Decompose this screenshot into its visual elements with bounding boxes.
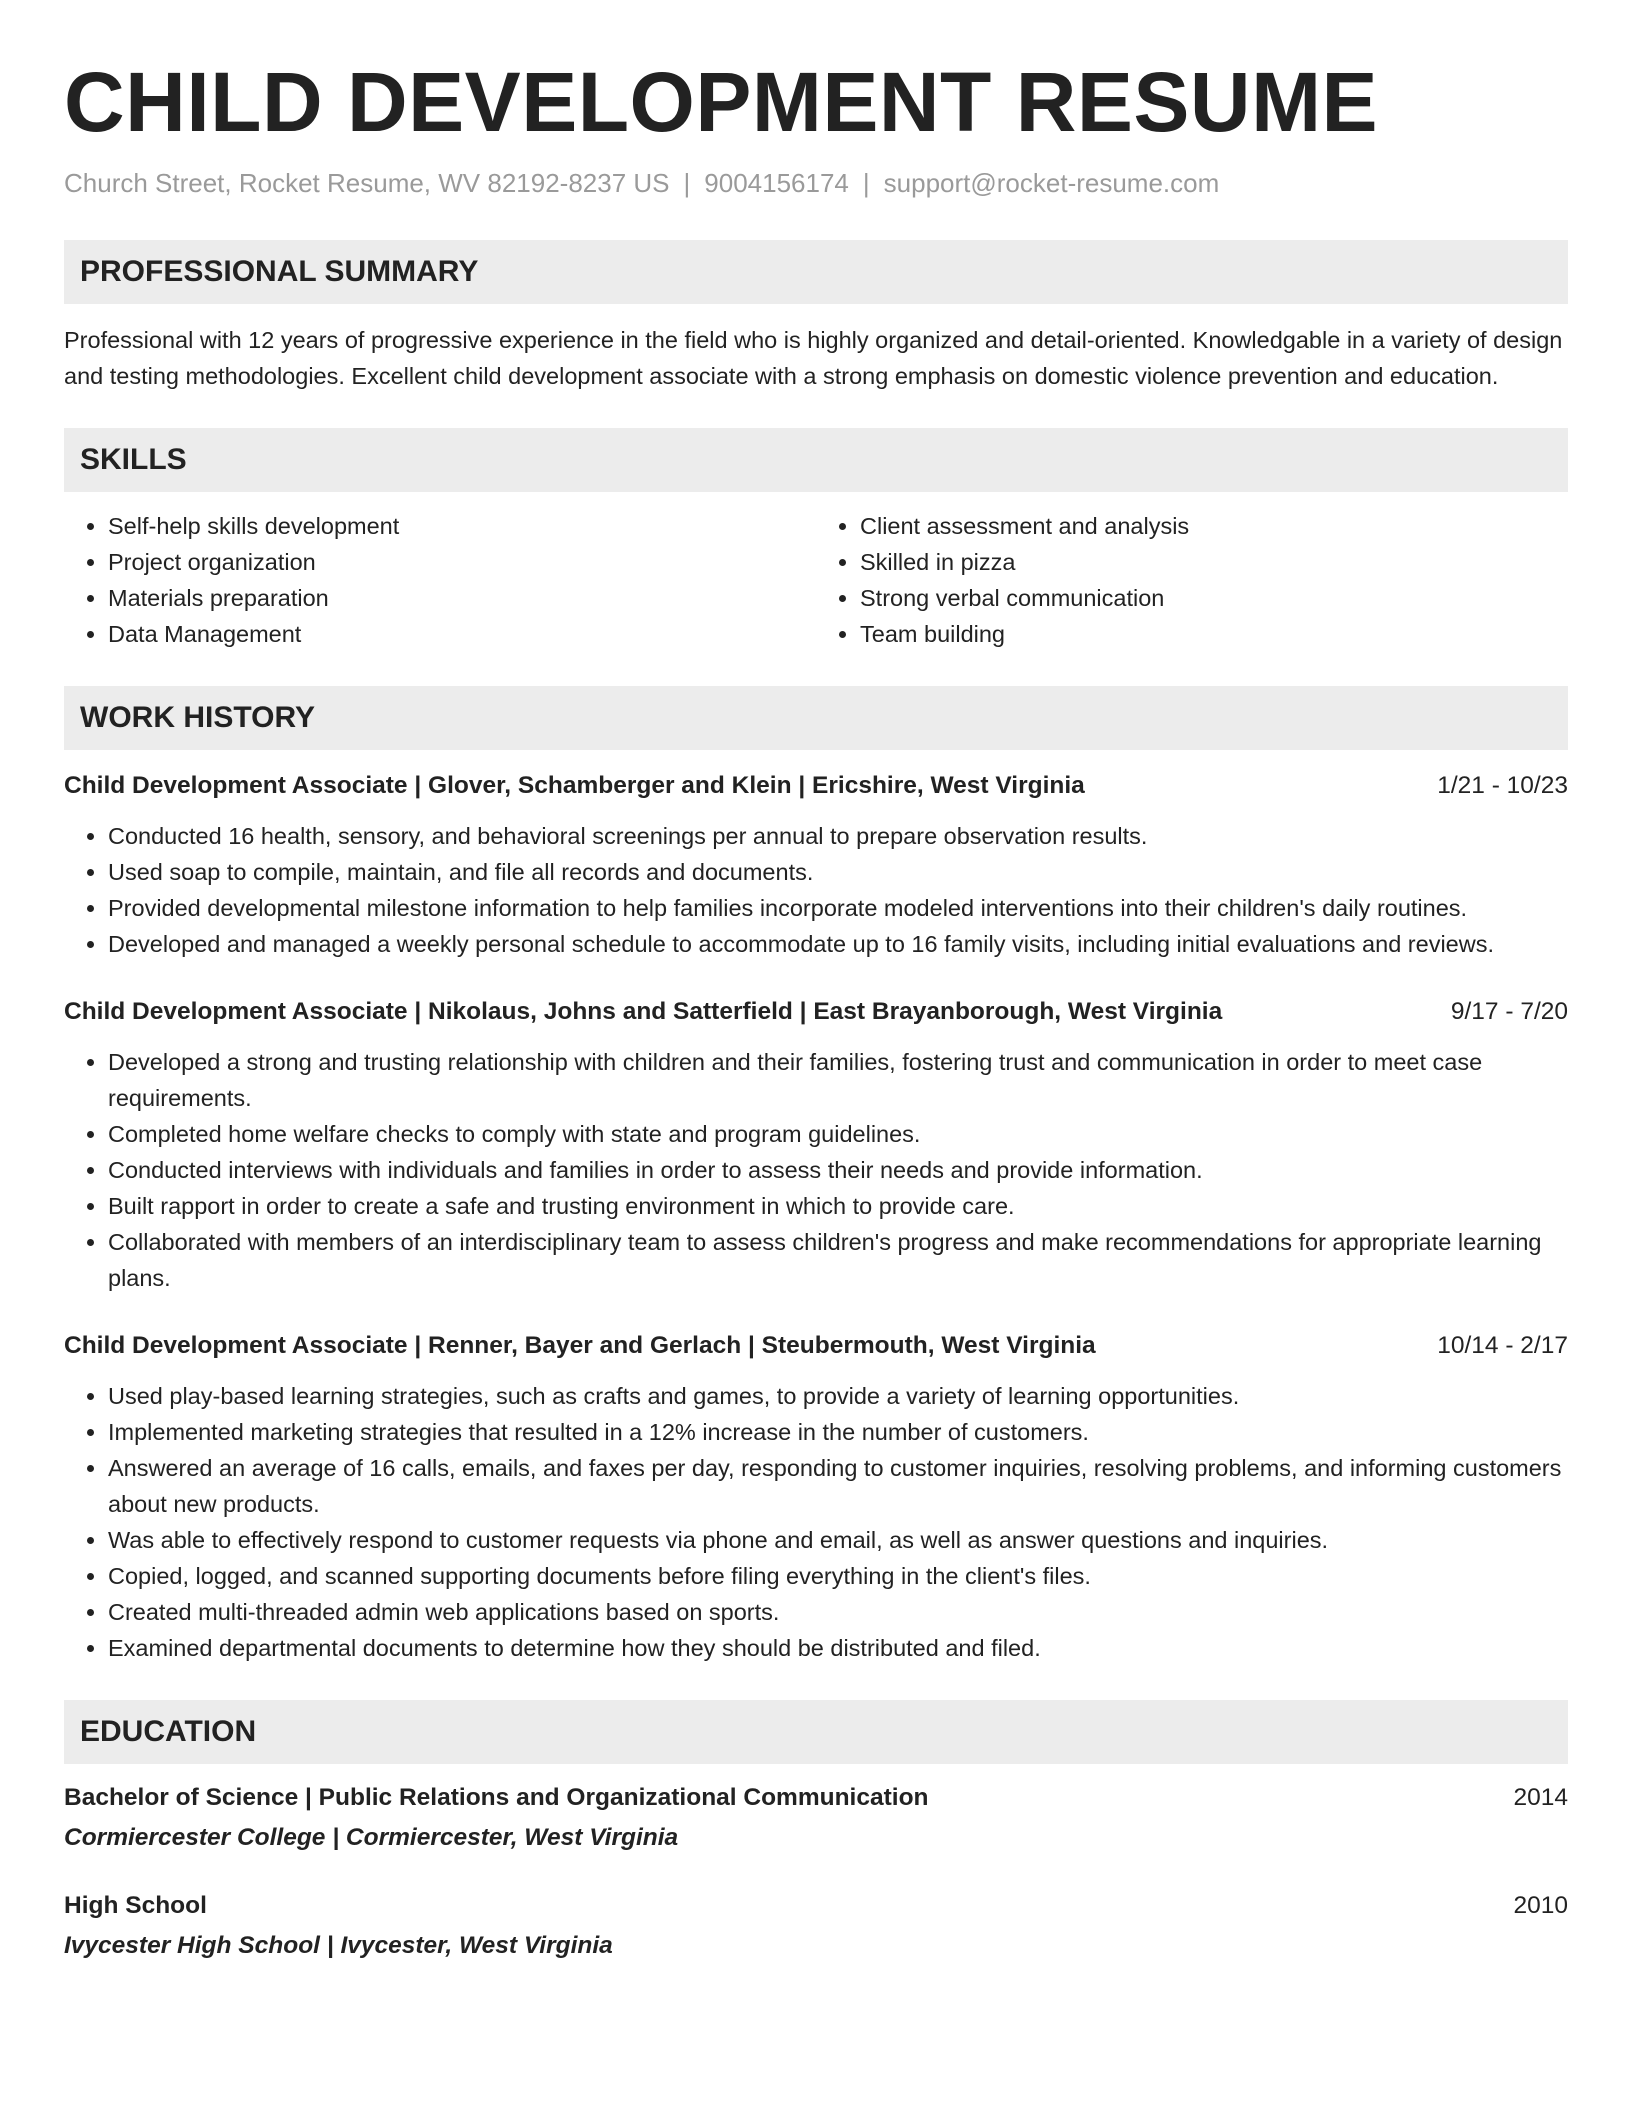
graduation-year: 2014 [1513,1784,1568,1811]
skills-heading: SKILLS [64,428,1568,492]
summary-text: Professional with 12 years of progressive experience in the field who is highly organized and detail-oriented. Knowledgable in a variety of design and testing methodologies. Excellent child development associate with a strong emphasis on domestic violence prevention and education. [64,327,1563,389]
skill-item: • Data Management [108,616,816,652]
degree-title: High School [64,1892,207,1919]
graduation-year: 2010 [1513,1892,1568,1919]
education-heading: EDUCATION [64,1700,1568,1764]
school-name: Cormiercester College | Cormiercester, West Virginia [64,1824,679,1851]
contact-address: Church Street, Rocket Resume, WV 82192-8237 US [64,168,670,198]
job-bullets [64,1044,1568,1296]
job-bullet: • Used soap to compile, maintain, and file all records and documents. [108,854,1568,890]
skill-item: • Strong verbal communication [860,580,1568,616]
job-title: Child Development Associate | Nikolaus, Johns and Satterfield | East Brayanborough, West Virginia [64,998,1223,1025]
job-bullet: • Developed a strong and trusting relationship with children and their families, fostering trust and communication in order to meet case requirements. [108,1044,1568,1116]
job-bullet: • Was able to effectively respond to customer requests via phone and email, as well as answer questions and inquiries. [108,1522,1568,1558]
education-header [64,1888,1568,1924]
job-bullet: • Copied, logged, and scanned supporting documents before filing everything in the client's files. [108,1558,1568,1594]
job-bullet: • Examined departmental documents to determine how they should be distributed and filed. [108,1630,1568,1666]
job-bullets [64,1378,1568,1666]
contact-phone: 9004156174 [704,168,849,198]
job-bullet: • Developed and managed a weekly personal schedule to accommodate up to 16 family visits, including initial evaluations and reviews. [108,926,1568,962]
job-title: Child Development Associate | Glover, Schamberger and Klein | Ericshire, West Virginia [64,772,1085,799]
skill-item: • Project organization [108,544,816,580]
contact-line [64,166,1568,200]
resume-title: CHILD DEVELOPMENT RESUME [64,55,1379,149]
job-entry [64,768,1568,962]
job-bullet: • Conducted interviews with individuals and families in order to assess their needs and provide information. [108,1152,1568,1188]
job-bullet: • Built rapport in order to create a safe and trusting environment in which to provide care. [108,1188,1568,1224]
job-title: Child Development Associate | Renner, Bayer and Gerlach | Steubermouth, West Virginia [64,1332,1096,1359]
contact-separator: | [862,168,870,198]
job-header [64,768,1568,804]
skills-column-left [64,508,816,652]
job-bullet: • Provided developmental milestone information to help families incorporate modeled interventions into their children's daily routines. [108,890,1568,926]
skill-item: • Skilled in pizza [860,544,1568,580]
skill-item: • Client assessment and analysis [860,508,1568,544]
skills-column-right [816,508,1568,652]
job-bullet: • Collaborated with members of an interdisciplinary team to assess children's progress and make recommendations for appropriate learning plans. [108,1224,1568,1296]
job-bullet: • Completed home welfare checks to comply with state and program guidelines. [108,1116,1568,1152]
job-header [64,994,1568,1030]
skills-list [64,508,1568,652]
job-entry [64,994,1568,1296]
job-entry [64,1328,1568,1666]
job-dates: 10/14 - 2/17 [1437,1332,1568,1359]
job-bullet: • Conducted 16 health, sensory, and behavioral screenings per annual to prepare observation results. [108,818,1568,854]
job-bullet: • Implemented marketing strategies that resulted in a 12% increase in the number of customers. [108,1414,1568,1450]
job-dates: 1/21 - 10/23 [1437,772,1568,799]
job-header [64,1328,1568,1364]
summary-heading: PROFESSIONAL SUMMARY [64,240,1568,304]
job-dates: 9/17 - 7/20 [1450,998,1568,1025]
job-bullets [64,818,1568,962]
school-name: Ivycester High School | Ivycester, West Virginia [64,1932,613,1959]
job-bullet: • Used play-based learning strategies, such as crafts and games, to provide a variety of learning opportunities. [108,1378,1568,1414]
skill-item: • Materials preparation [108,580,816,616]
work-heading: WORK HISTORY [64,686,1568,750]
education-entry [64,1888,1568,1964]
job-bullet: • Answered an average of 16 calls, emails, and faxes per day, responding to customer inquiries, resolving problems, and informing customers about new products. [108,1450,1568,1522]
skill-item: • Team building [860,616,1568,652]
degree-title: Bachelor of Science | Public Relations and Organizational Communication [64,1784,929,1811]
education-entry [64,1780,1568,1856]
contact-email: support@rocket-resume.com [883,168,1220,198]
skill-item: • Self-help skills development [108,508,816,544]
job-bullet: • Created multi-threaded admin web applications based on sports. [108,1594,1568,1630]
education-header [64,1780,1568,1816]
contact-separator: | [683,168,691,198]
